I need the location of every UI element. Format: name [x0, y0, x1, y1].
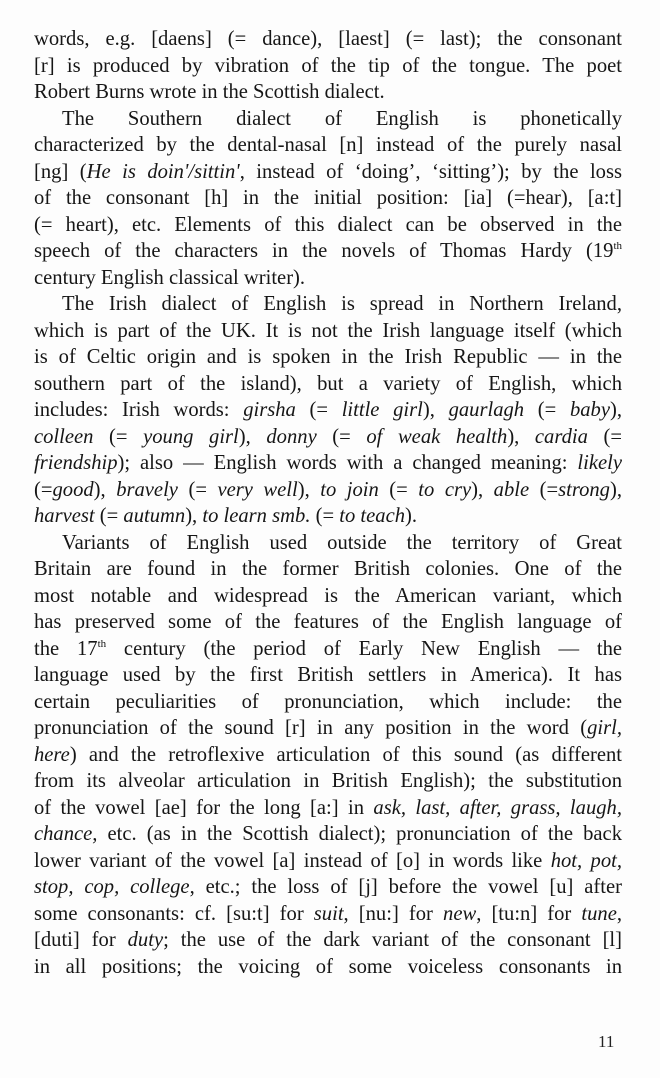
italic-text: He is doin'/sittin': [86, 160, 240, 183]
text-segment: ),: [238, 425, 267, 448]
text-segment: (=: [316, 425, 367, 448]
page-number: 11: [598, 1032, 615, 1051]
text-line: [34, 715, 622, 742]
text-line: [34, 159, 622, 186]
text-segment: , etc.; the loss of [j] before the vowel [u] after: [189, 876, 622, 898]
text-line: [34, 238, 622, 265]
text-segment: (=: [378, 478, 419, 501]
text-line: [34, 53, 622, 80]
italic-text: to teach: [339, 505, 406, 527]
text-line: [34, 662, 622, 689]
text-segment: (=: [524, 399, 570, 421]
text-segment: , instead of ‘doing’, ‘sitting’); by the loss: [239, 160, 622, 183]
text-segment: (=: [310, 505, 340, 527]
text-segment: [r] is produced by vibration of the tip of the tongue. The poet: [34, 54, 622, 77]
text-segment: , [tu:n] for: [476, 902, 582, 925]
italic-text: little girl: [341, 399, 423, 421]
text-line: [34, 291, 622, 318]
text-line: [34, 848, 622, 875]
text-segment: ,: [616, 902, 623, 925]
text-line: [34, 530, 622, 557]
text-segment: ); also — English words with a changed meaning:: [117, 452, 578, 474]
text-segment: language used by the first British settlers in America). It has: [34, 664, 622, 686]
text-segment: speech of the characters in the novels of Thomas Hardy (19: [34, 240, 614, 262]
text-segment: southern part of the island), but a variety of English, which: [34, 372, 622, 395]
text-segment: pronunciation of the sound [r] in any position in the word (: [34, 717, 588, 739]
body-text: [34, 26, 622, 980]
italic-text: chance,: [34, 823, 98, 845]
text-line: [34, 795, 622, 822]
text-segment: has preserved some of the features of the English language of: [34, 611, 622, 633]
text-segment: of the consonant [h] in the initial position: [ia] (=hear), [a:t]: [34, 187, 622, 209]
text-line: [34, 636, 622, 663]
text-line: [34, 583, 622, 610]
text-line: [34, 371, 622, 398]
text-segment: ),: [507, 425, 535, 448]
text-segment: ) and the retroflexive articulation of this sound (as different: [69, 743, 622, 766]
text-line: [34, 742, 622, 769]
text-segment: , [nu:] for: [343, 902, 444, 925]
italic-text: friendship: [34, 452, 118, 474]
text-segment: (=: [93, 425, 144, 448]
italic-text: to join: [320, 478, 379, 501]
text-line: [34, 609, 622, 636]
italic-text: autumn: [123, 505, 186, 527]
text-segment: ),: [422, 399, 449, 421]
text-line: [34, 901, 622, 928]
text-segment: characterized by the dental-nasal [n] instead of the purely nasal: [34, 134, 622, 156]
text-segment: Britain are found in the former British colonies. One of the: [34, 558, 622, 580]
italic-text: stop, cop, college: [34, 876, 190, 898]
text-line: [34, 132, 622, 159]
text-segment: most notable and widespread is the American variant, which: [34, 584, 622, 607]
text-segment: some consonants: cf. [su:t] for: [34, 902, 314, 925]
italic-text: colleen: [34, 425, 94, 448]
italic-text: ask, last, after, grass, laugh,: [373, 796, 622, 819]
italic-text: duty: [127, 929, 164, 951]
text-segment: which is part of the UK. It is not the Irish language itself (which: [34, 319, 622, 342]
italic-text: able: [493, 478, 530, 501]
text-segment: words, e.g. [daens] (= dance), [laest] (= last); the consonant: [34, 28, 622, 50]
italic-text: donny: [266, 425, 317, 448]
text-line: [34, 26, 622, 53]
text-segment: century (the period of Early New English — the: [106, 637, 623, 660]
italic-text: girl,: [587, 717, 622, 739]
text-line: [34, 477, 622, 504]
italic-text: cardia: [534, 425, 588, 448]
text-line: [34, 185, 622, 212]
text-segment: Robert Burns wrote in the Scottish dialect.: [34, 81, 385, 103]
text-segment: from its alveolar articulation in British English); the substitution: [34, 770, 622, 792]
text-segment: (=: [529, 478, 559, 501]
text-line: [34, 768, 622, 795]
italic-text: of weak health: [366, 425, 508, 448]
text-line: [34, 265, 622, 292]
text-segment: (=: [34, 478, 53, 501]
text-segment: ),: [471, 478, 494, 501]
text-segment: ),: [297, 478, 321, 501]
text-line: [34, 318, 622, 345]
text-segment: (= heart), etc. Elements of this dialect can be observed in the: [34, 213, 622, 236]
text-line: [34, 821, 622, 848]
text-segment: (=: [295, 399, 342, 421]
italic-text: harvest: [34, 505, 95, 527]
text-segment: the 17: [34, 637, 98, 660]
text-segment: ),: [93, 478, 117, 501]
text-segment: etc. (as in the Scottish dialect); pronunciation of the back: [97, 823, 622, 845]
italic-text: new: [443, 902, 477, 925]
italic-text: tune: [581, 902, 617, 925]
italic-text: girsha: [243, 399, 296, 421]
text-segment: lower variant of the vowel [a] instead of [o] in words like: [34, 849, 551, 872]
text-line: [34, 212, 622, 239]
text-segment: (=: [94, 505, 124, 527]
italic-text: young girl: [143, 425, 239, 448]
italic-text: to cry: [418, 478, 472, 501]
italic-text: suit: [313, 902, 344, 925]
text-segment: in all positions; the voicing of some voiceless consonants in: [34, 955, 622, 978]
text-line: [34, 503, 622, 530]
italic-text: strong: [558, 478, 610, 501]
text-segment: ),: [609, 478, 622, 501]
text-line: [34, 954, 622, 981]
superscript: th: [613, 240, 622, 252]
text-segment: ),: [609, 399, 622, 421]
text-segment: ),: [185, 505, 203, 527]
text-segment: [duti] for: [34, 929, 128, 951]
italic-text: gaurlagh: [448, 399, 525, 421]
italic-text: very well: [217, 478, 298, 501]
text-line: [34, 874, 622, 901]
text-line: [34, 344, 622, 371]
text-segment: includes: Irish words:: [34, 399, 244, 421]
text-segment: ; the use of the dark variant of the consonant [l]: [163, 929, 623, 951]
text-segment: is of Celtic origin and is spoken in the Irish Republic — in the: [34, 346, 622, 368]
text-segment: [ng] (: [34, 160, 87, 183]
text-line: [34, 556, 622, 583]
text-segment: The Southern dialect of English is phonetically: [62, 107, 622, 130]
text-segment: (=: [177, 478, 218, 501]
text-line: [34, 927, 622, 954]
text-line: [34, 79, 622, 106]
superscript: th: [97, 637, 107, 650]
text-segment: certain peculiarities of pronunciation, which include: the: [34, 690, 622, 713]
text-segment: The Irish dialect of English is spread in Northern Ireland,: [62, 293, 622, 315]
text-segment: century English classical writer).: [34, 266, 306, 289]
italic-text: likely: [577, 452, 622, 474]
text-line: [34, 424, 622, 451]
italic-text: here: [34, 743, 70, 766]
text-line: [34, 397, 622, 424]
italic-text: hot, pot,: [550, 849, 622, 872]
text-segment: Variants of English used outside the territory of Great: [62, 531, 622, 554]
italic-text: to learn smb.: [202, 505, 311, 527]
text-segment: (=: [587, 425, 622, 448]
text-segment: ).: [405, 505, 418, 527]
italic-text: bravely: [116, 478, 178, 501]
text-line: [34, 689, 622, 716]
text-segment: of the vowel [ae] for the long [a:] in: [34, 796, 374, 819]
italic-text: baby: [569, 399, 610, 421]
italic-text: good: [52, 478, 94, 501]
text-line: [34, 106, 622, 133]
text-line: [34, 450, 622, 477]
